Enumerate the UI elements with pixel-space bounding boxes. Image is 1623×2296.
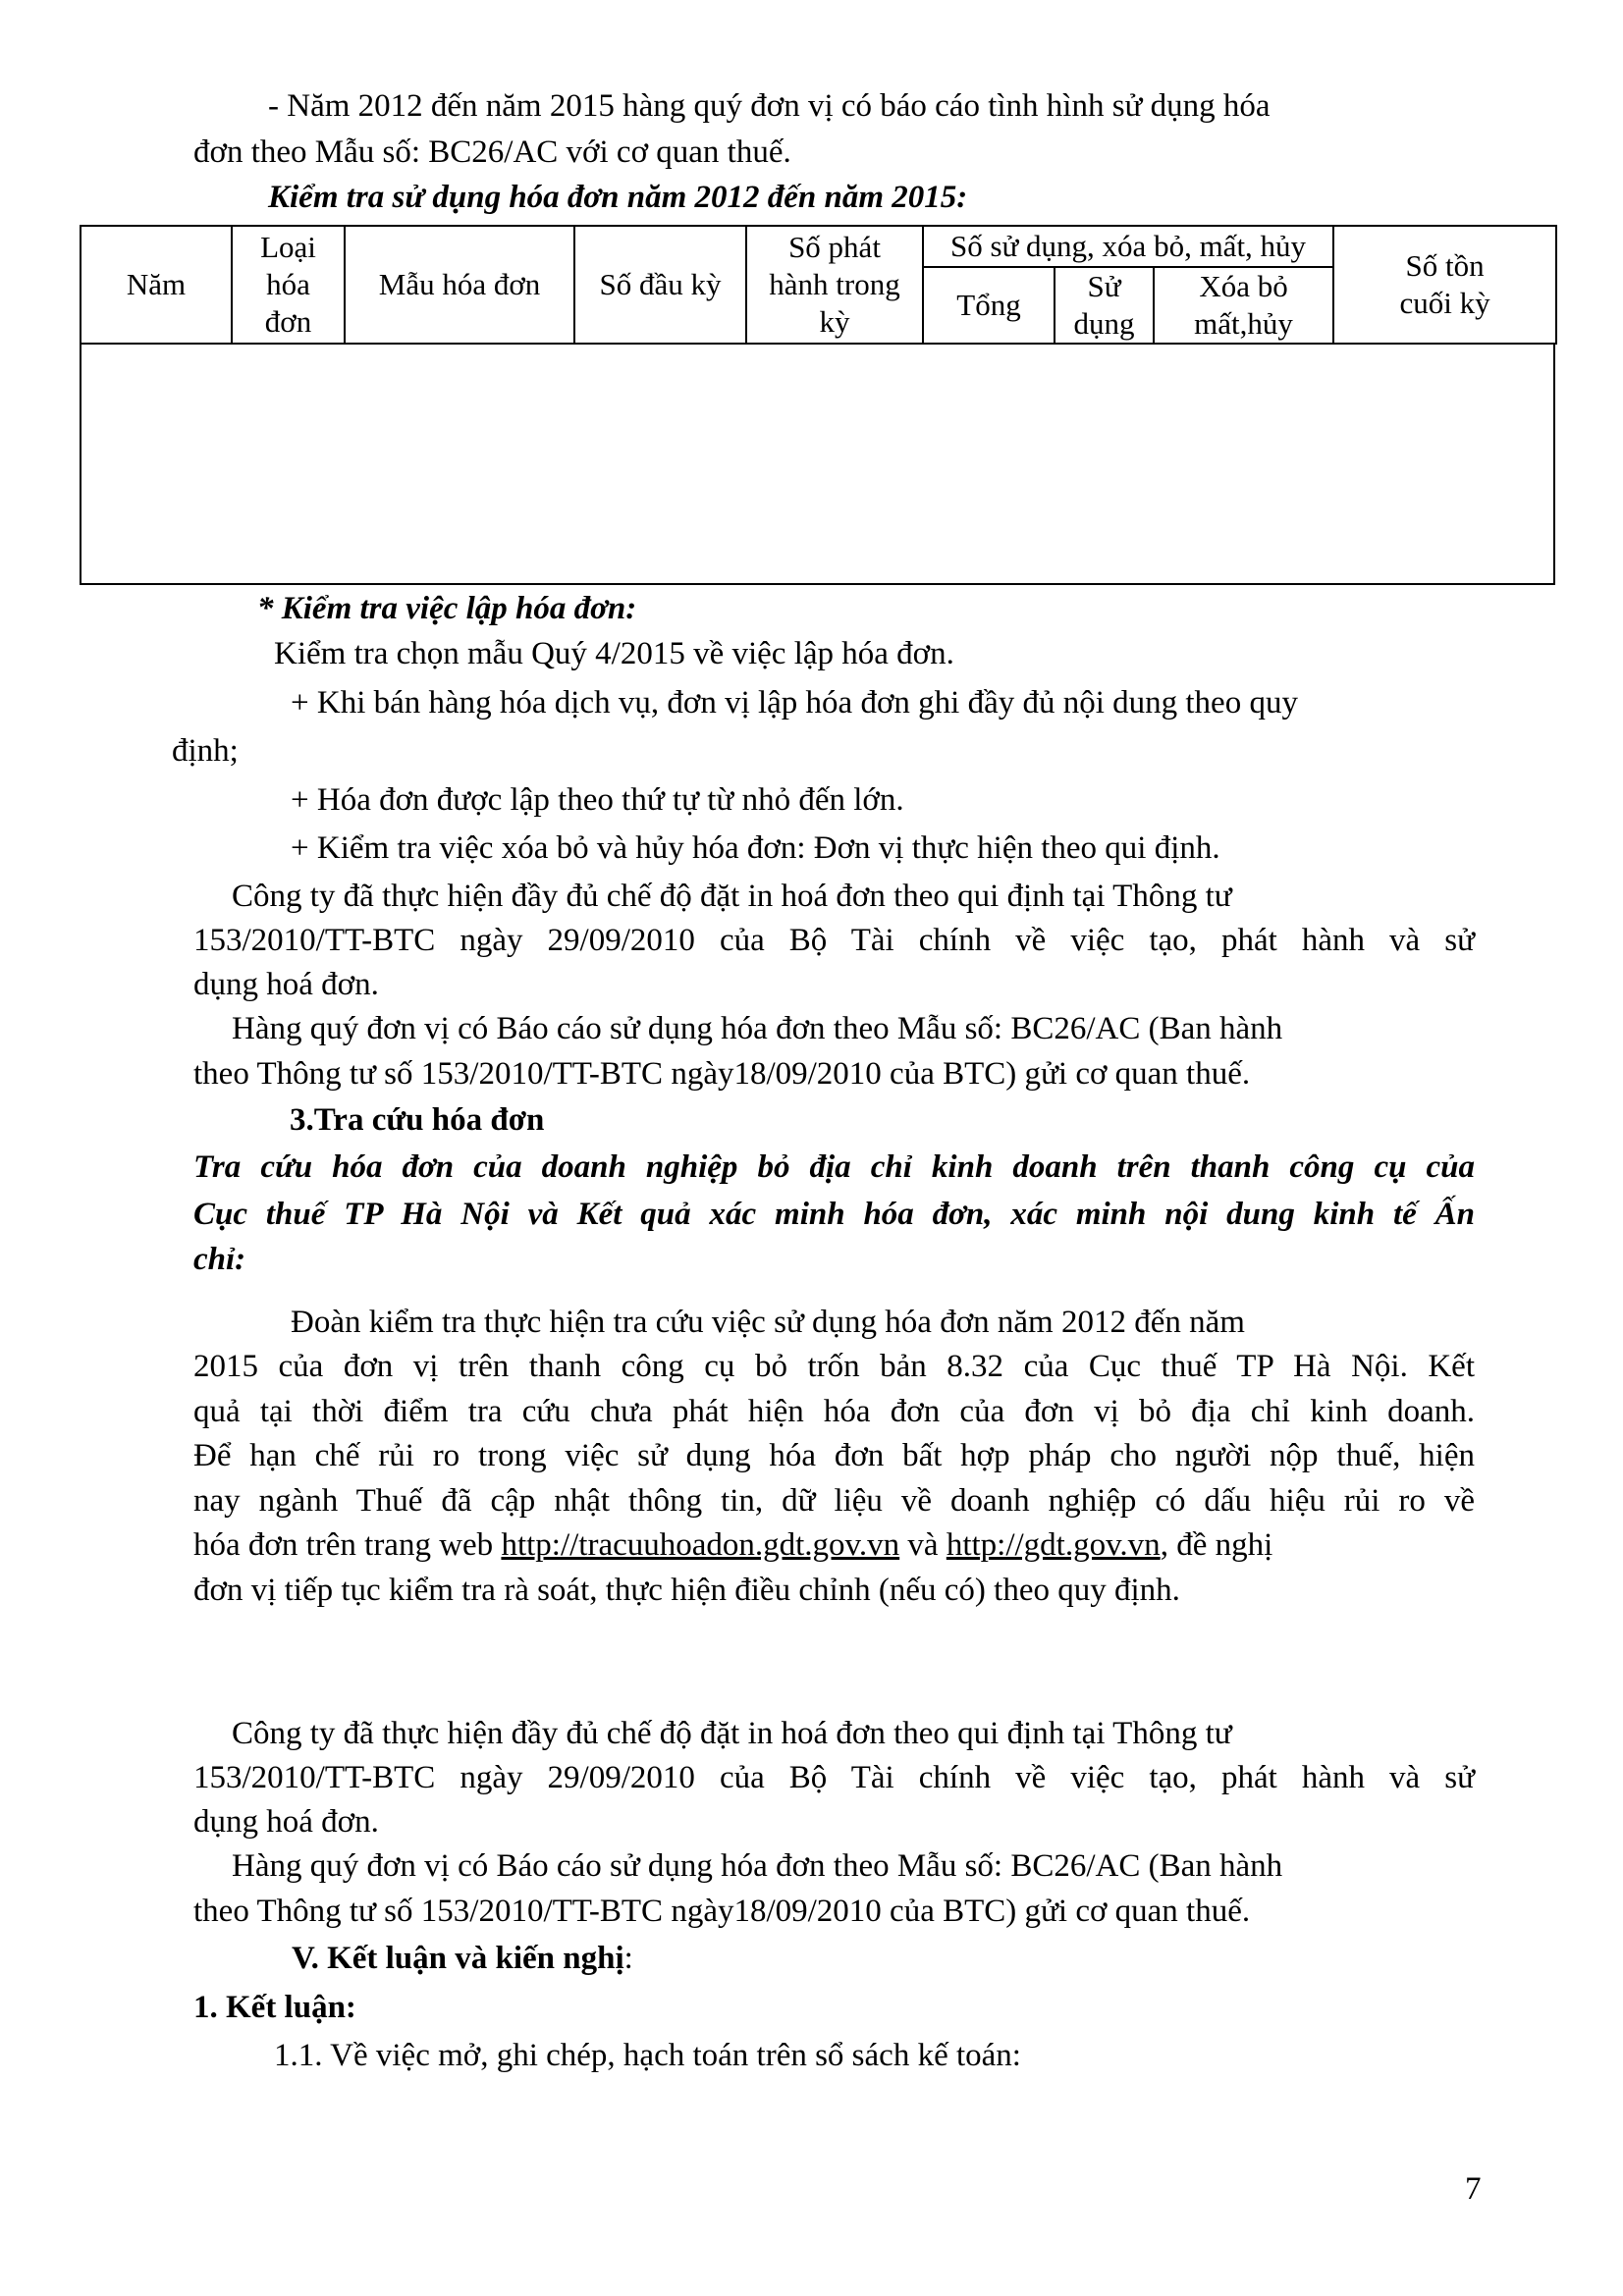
body-line: 153/2010/TT-BTC ngày 29/09/2010 của Bộ Tài chính về việc tạo, phát hành và sử: [193, 1760, 1475, 1795]
invoice-usage-table: [80, 225, 1555, 585]
page-number: 7: [1465, 2171, 1482, 2207]
section-heading: 1. Kết luận:: [193, 1990, 356, 2025]
section-subheading: chỉ:: [193, 1242, 246, 1277]
body-line: + Khi bán hàng hóa dịch vụ, đơn vị lập hóa đơn ghi đầy đủ nội dung theo quy: [291, 685, 1298, 721]
header-so-dau-ky: Số đầu kỳ: [574, 226, 746, 344]
section-subheading: Tra cứu hóa đơn của doanh nghiệp bỏ địa chỉ kinh doanh trên thanh công cụ của: [193, 1149, 1475, 1185]
colon: :: [623, 1941, 633, 1976]
header-tong: Tổng: [923, 267, 1055, 344]
header-so-ton: Số tồn cuối kỳ: [1333, 226, 1556, 344]
body-line: dụng hoá đơn.: [193, 967, 379, 1002]
body-line: Công ty đã thực hiện đầy đủ chế độ đặt in hoá đơn theo qui định tại Thông tư: [232, 879, 1232, 914]
header-nam: Năm: [81, 226, 232, 344]
body-line: Để hạn chế rủi ro trong việc sử dụng hóa đơn bất hợp pháp cho người nộp thuế, hiện: [193, 1438, 1475, 1473]
header-mau-hoa-don: Mẫu hóa đơn: [345, 226, 574, 344]
header-xoa-bo: Xóa bỏ mất,hủy: [1154, 267, 1333, 344]
body-line: nay ngành Thuế đã cập nhật thông tin, dữ liệu về doanh nghiệp có dấu hiệu rủi ro về: [193, 1483, 1475, 1519]
body-line: Công ty đã thực hiện đầy đủ chế độ đặt in hoá đơn theo qui định tại Thông tư: [232, 1716, 1232, 1751]
body-line: Hàng quý đơn vị có Báo cáo sử dụng hóa đơn theo Mẫu số: BC26/AC (Ban hành: [232, 1848, 1283, 1884]
section-heading: * Kiểm tra việc lập hóa đơn:: [257, 591, 637, 626]
body-line: 1.1. Về việc mở, ghi chép, hạch toán trên sổ sách kế toán:: [274, 2038, 1021, 2073]
link-tracuuhoadon[interactable]: http://tracuuhoadon.gdt.gov.vn: [501, 1527, 900, 1563]
section-subheading: Cục thuế TP Hà Nội và Kết quả xác minh hóa đơn, xác minh nội dung kinh tế Ấn: [193, 1197, 1475, 1232]
section-heading-text: V. Kết luận và kiến nghị: [292, 1941, 624, 1976]
intro-line: đơn theo Mẫu số: BC26/AC với cơ quan thuế.: [193, 134, 791, 170]
body-line: + Kiểm tra việc xóa bỏ và hủy hóa đơn: Đơn vị thực hiện theo qui định.: [291, 830, 1220, 866]
body-line: quả tại thời điểm tra cứu chưa phát hiện hóa đơn của đơn vị bỏ địa chỉ kinh doanh.: [193, 1394, 1475, 1429]
section-heading: 3.Tra cứu hóa đơn: [290, 1102, 545, 1138]
body-line: + Hóa đơn được lập theo thứ tự từ nhỏ đến lớn.: [291, 782, 904, 818]
section-heading: [292, 1939, 633, 1978]
body-text: hóa đơn trên trang web: [193, 1527, 494, 1563]
header-loai-hoa-don: Loại hóa đơn: [232, 226, 345, 344]
body-line: [193, 1525, 1272, 1565]
link-gdt[interactable]: http://gdt.gov.vn: [946, 1527, 1161, 1563]
header-su-dung: Sử dụng: [1055, 267, 1154, 344]
table-body-empty: [80, 345, 1555, 585]
body-line: Kiểm tra chọn mẫu Quý 4/2015 về việc lập hóa đơn.: [274, 636, 954, 671]
table-heading: Kiểm tra sử dụng hóa đơn năm 2012 đến năm 2015:: [268, 180, 968, 215]
header-so-phat-hanh: Số phát hành trong kỳ: [746, 226, 923, 344]
body-text: và: [907, 1527, 939, 1563]
body-line: theo Thông tư số 153/2010/TT-BTC ngày18/09/2010 của BTC) gửi cơ quan thuế.: [193, 1894, 1251, 1929]
body-line: định;: [172, 733, 239, 769]
body-text: , đề nghị: [1160, 1527, 1273, 1563]
body-line: Hàng quý đơn vị có Báo cáo sử dụng hóa đơn theo Mẫu số: BC26/AC (Ban hành: [232, 1011, 1283, 1046]
header-group-su-dung: Số sử dụng, xóa bỏ, mất, hủy: [923, 226, 1333, 267]
body-line: Đoàn kiểm tra thực hiện tra cứu việc sử dụng hóa đơn năm 2012 đến năm: [291, 1305, 1245, 1340]
body-line: theo Thông tư số 153/2010/TT-BTC ngày18/09/2010 của BTC) gửi cơ quan thuế.: [193, 1056, 1251, 1092]
body-line: dụng hoá đơn.: [193, 1804, 379, 1840]
intro-line: - Năm 2012 đến năm 2015 hàng quý đơn vị có báo cáo tình hình sử dụng hóa: [268, 88, 1271, 124]
body-line: 2015 của đơn vị trên thanh công cụ bỏ trốn bản 8.32 của Cục thuế TP Hà Nội. Kết: [193, 1349, 1475, 1384]
body-line: đơn vị tiếp tục kiểm tra rà soát, thực hiện điều chỉnh (nếu có) theo quy định.: [193, 1573, 1180, 1608]
body-line: 153/2010/TT-BTC ngày 29/09/2010 của Bộ Tài chính về việc tạo, phát hành và sử: [193, 923, 1475, 958]
